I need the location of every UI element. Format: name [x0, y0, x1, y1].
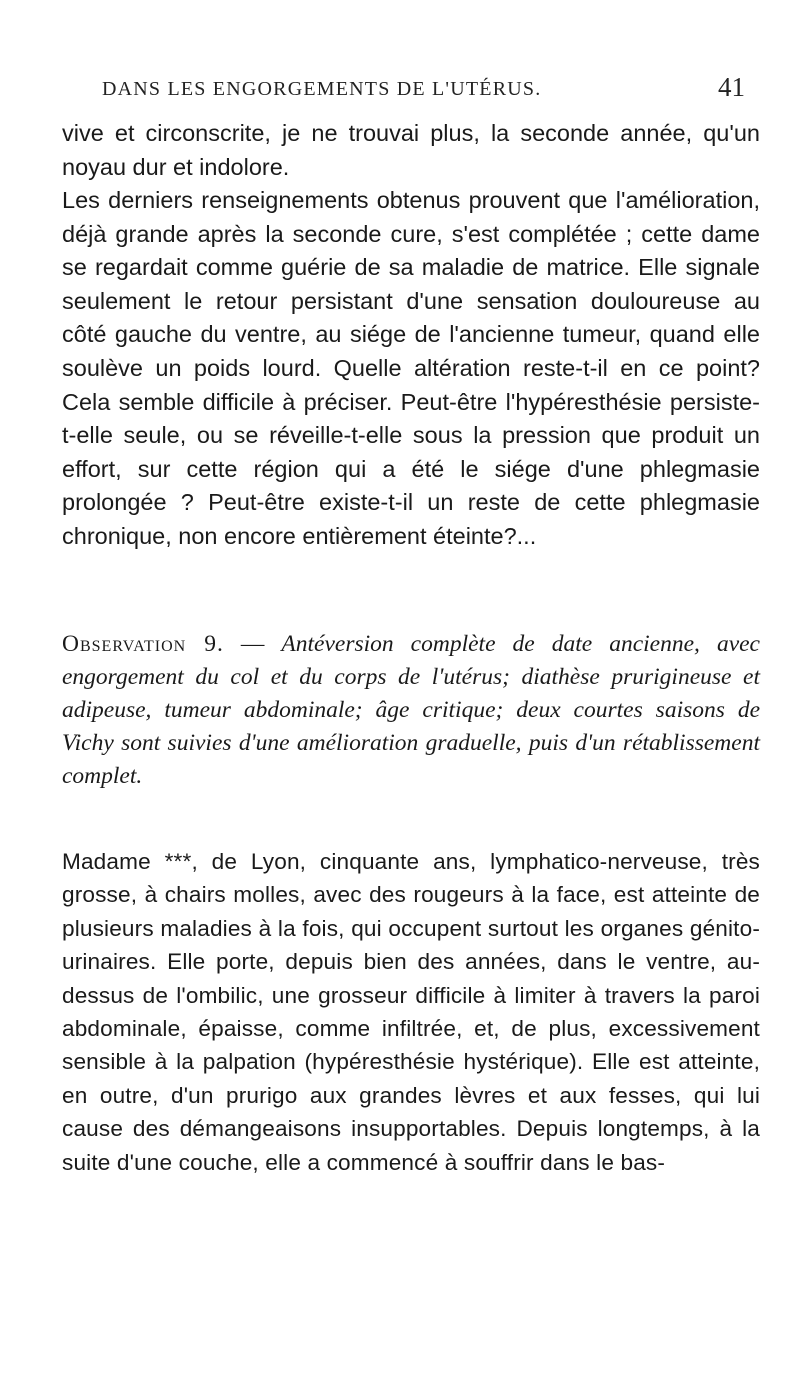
observation-title: Antéversion complète de date ancienne, avec engorgement du col et du corps de l'utérus; diathèse prurigineuse et adipeuse, tumeur abdominale; âge critique; deux courtes saisons de Vichy sont suivies d'une amélioration graduelle, puis d'un rétablissement complet.	[62, 631, 760, 789]
paragraph-text: Les derniers renseignements obtenus prouvent que l'amélioration, déjà grande après la seconde cure, s'est complétée ; cette dame se regardait comme guérie de sa maladie de matrice. Elle signale seulement le retour persistant d'une sensation douloureuse au côté gauche du ventre, au siége de l'ancienne tumeur, quand elle soulève un poids lourd. Quelle altération reste-t-il en ce point? Cela semble difficile à préciser. Peut-être l'hypéresthésie persiste-t-elle seule, ou se réveille-t-elle sous la pression que produit un effort, sur cette région qui a été le siége d'une phlegmasie prolongée ? Peut-être existe-t-il un reste de cette phlegmasie chronique, non encore entièrement éteinte?...	[62, 187, 760, 549]
observation-heading	[62, 628, 760, 793]
paragraph-continuation	[62, 117, 760, 184]
observation-label: Observation 9.	[62, 631, 224, 657]
paragraph-amelioration	[62, 184, 760, 554]
case-text: Madame ***, de Lyon, cinquante ans, lymphatico-nerveuse, très grosse, à chairs molles, avec des rougeurs à la face, est atteinte de plusieurs maladies à la fois, qui occupent surtout les organes génito-urinaires. Elle porte, depuis bien des années, dans le ventre, au-dessus de l'ombilic, une grosseur difficile à limiter à travers la paroi abdominale, épaisse, comme infiltrée, et, de plus, excessivement sensible à la palpation (hypéresthésie hystérique). Elle est atteinte, en outre, d'un prurigo aux grandes lèvres et aux fesses, qui lui cause des démangeaisons insupportables. Depuis longtemps, à la suite d'une couche, elle a commencé à souffrir dans le bas-	[62, 849, 760, 1175]
case-description	[62, 845, 760, 1179]
running-title: DANS LES ENGORGEMENTS DE L'UTÉRUS.	[102, 78, 542, 100]
paragraph-text: vive et circonscrite, je ne trouvai plus, la seconde année, qu'un noyau dur et indolore.	[62, 120, 760, 180]
page-number: 41	[718, 72, 745, 102]
observation-dash: —	[223, 631, 282, 657]
